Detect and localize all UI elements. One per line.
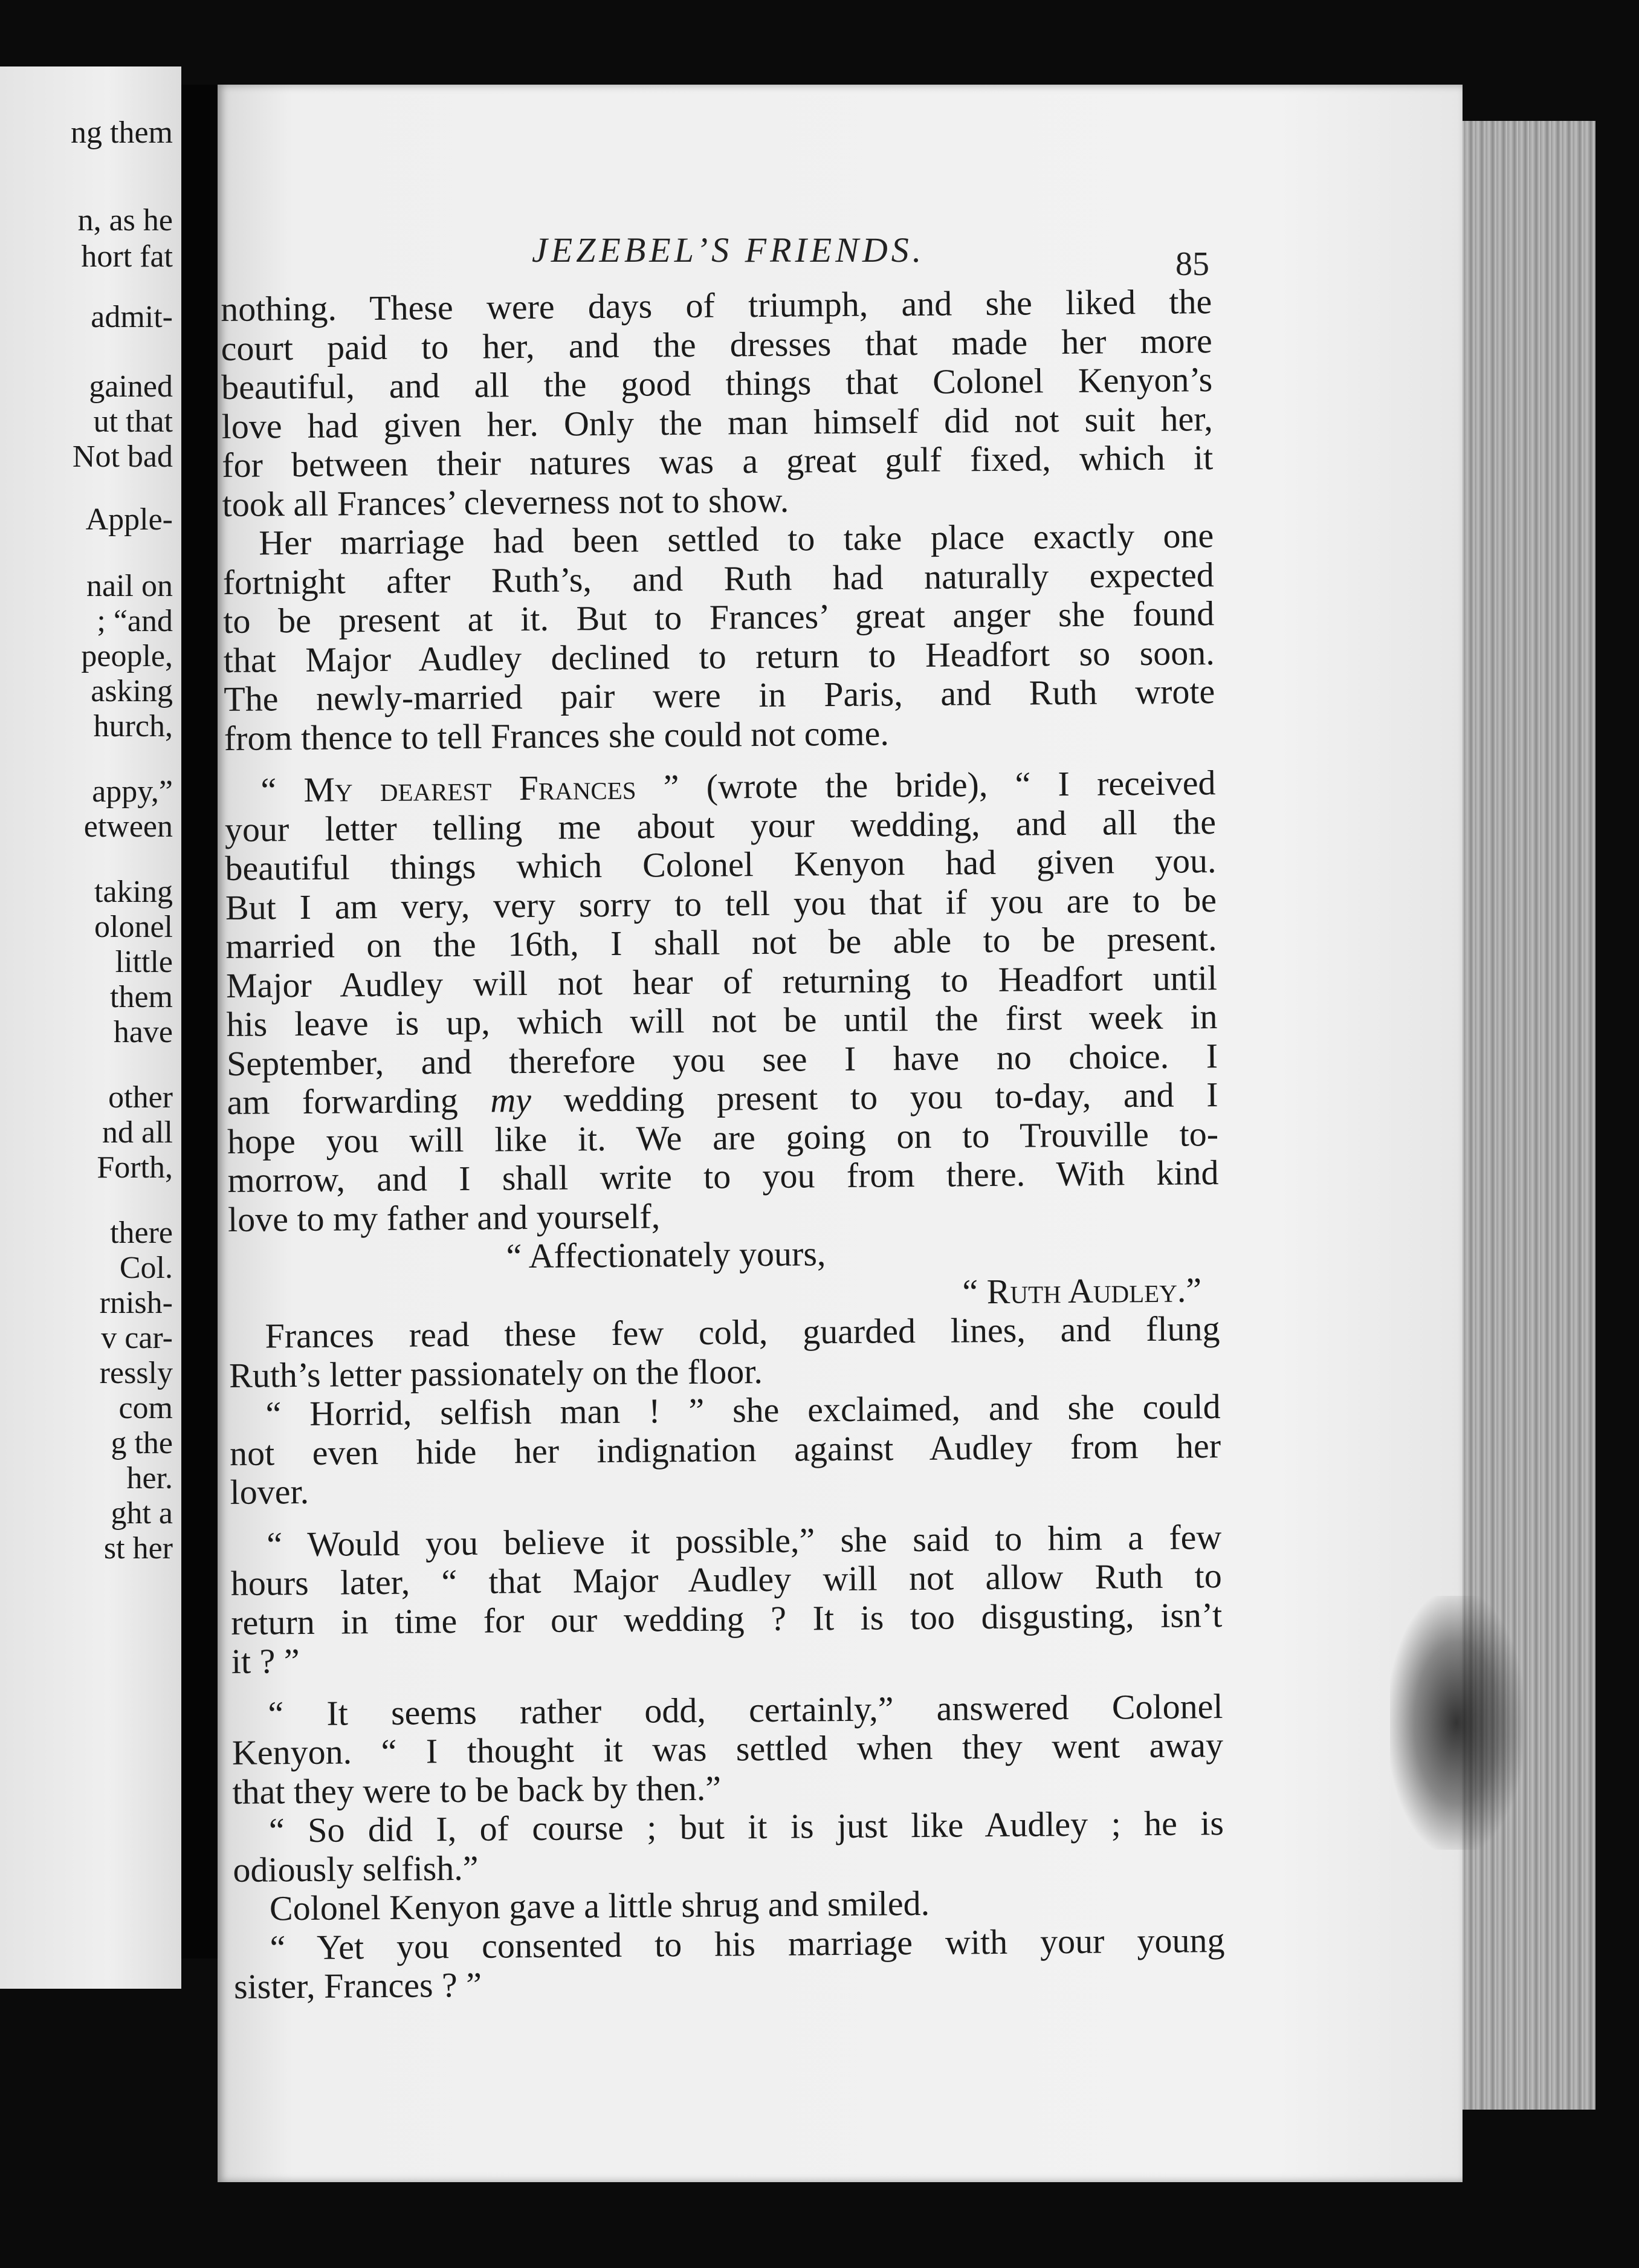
text-span: ” (wrote the bride), “ I received	[636, 763, 1216, 807]
page-number: 85	[1175, 245, 1209, 283]
text-line: court paid to her, and the dresses that made her more	[221, 320, 1212, 368]
text-line: But I am very, very sorry to tell you that if you are to be	[225, 880, 1217, 927]
previous-page-line: hort fat	[81, 239, 173, 274]
text-line: from thence to tell Frances she could not come.	[224, 713, 890, 758]
previous-page-line: taking	[94, 875, 173, 909]
text-line: your letter telling me about your wedding, and all the	[224, 802, 1217, 849]
text-line: beautiful things which Colonel Kenyon had given you.	[225, 841, 1217, 888]
letter	[224, 763, 1220, 1317]
text-line: return in time for our wedding ? It is too disgusting, isn’t	[231, 1595, 1223, 1642]
paragraph-2	[222, 516, 1215, 758]
previous-page-line: n, as he	[77, 203, 173, 238]
paragraph-3	[228, 1309, 1220, 1395]
previous-page-line: Apple-	[85, 502, 173, 537]
previous-page-line: ut that	[93, 404, 173, 439]
paragraph-5	[230, 1518, 1223, 1682]
text-line: Major Audley will not hear of returning to Headfort until	[225, 957, 1218, 1005]
text-line: to be present at it. But to Frances’ great anger she found	[223, 594, 1215, 641]
previous-page-line: Col.	[119, 1251, 173, 1285]
previous-page-line: ght a	[111, 1496, 173, 1531]
previous-page-line: ng them	[71, 115, 173, 150]
text-line: “ So did I, of course ; but it is just like Audley ; he is	[268, 1803, 1224, 1850]
text-line: not even hide her indignation against Audley from her	[229, 1425, 1221, 1473]
letter-closing: “ Affectionately yours,	[506, 1234, 826, 1276]
previous-page-line: people,	[81, 639, 173, 673]
previous-page-line: v car-	[101, 1321, 173, 1355]
previous-page-line: little	[115, 945, 173, 979]
text-line: hours later, “ that Major Audley will not allow Ruth to	[230, 1556, 1223, 1603]
text-line: took all Frances’ cleverness not to show.	[222, 480, 789, 524]
previous-page-line: olonel	[94, 910, 173, 944]
previous-page-line: com	[118, 1391, 173, 1425]
previous-page-line: nd all	[102, 1115, 173, 1150]
previous-page-line: appy,”	[92, 774, 173, 809]
previous-page-line: admit-	[91, 300, 173, 334]
text-line: sister, Frances ? ”	[233, 1965, 482, 2006]
text-line: Colonel Kenyon gave a little shrug and smiled.	[269, 1883, 930, 1928]
text-span: wedding present to you to-day, and I	[531, 1075, 1218, 1120]
text-line: Ruth’s letter passionately on the floor.	[228, 1351, 763, 1395]
previous-page	[0, 66, 181, 1989]
text-line: lover.	[230, 1471, 309, 1512]
running-head: JEZEBEL’S FRIENDS.	[532, 230, 925, 270]
text-line: Her marriage had been settled to take place exactly one	[259, 516, 1214, 563]
previous-page-line: Not bad	[72, 439, 173, 474]
previous-page-line: ; “and	[97, 604, 173, 638]
previous-page-line: st her	[103, 1531, 173, 1566]
paragraph-9	[233, 1921, 1225, 2007]
text-line: married on the 16th, I shall not be able to be present.	[225, 919, 1217, 966]
text-line: for between their natures was a great gulf fixed, which it	[222, 438, 1214, 485]
text-line: The newly-married pair were in Paris, and Ruth wrote	[224, 672, 1215, 719]
text-line: “ Horrid, selfish man ! ” she exclaimed, and she could	[265, 1387, 1221, 1434]
text-line: beautiful, and all the good things that Colonel Kenyon’s	[221, 360, 1213, 407]
previous-page-line: hurch,	[93, 709, 173, 744]
text-line: September, and therefore you see I have no choice. I	[226, 1035, 1218, 1083]
text-line: love had given her. Only the man himself did not suit her,	[221, 398, 1213, 446]
previous-page-line: ressly	[99, 1356, 173, 1390]
text-line: odiously selfish.”	[233, 1848, 479, 1890]
text-line: love to my father and yourself,	[227, 1196, 661, 1239]
previous-page-line: rnish-	[99, 1286, 173, 1320]
text-line: that Major Audley declined to return to Headfort so soon.	[223, 632, 1215, 680]
previous-page-line: nail on	[86, 569, 173, 603]
letter-signature: “ Ruth Audley.”	[962, 1269, 1202, 1311]
edge-shadow	[1390, 1596, 1523, 1850]
text-line: “ It seems rather odd, certainly,” answered Colonel	[268, 1686, 1223, 1733]
previous-page-line: g the	[111, 1426, 173, 1460]
paragraph-1	[221, 282, 1214, 524]
previous-page-line: have	[113, 1015, 173, 1049]
previous-page-line: there	[110, 1216, 173, 1250]
text-line: nothing. These were days of triumph, and she liked the	[220, 282, 1212, 329]
text-line: Kenyon. “ I thought it was settled when they went away	[231, 1725, 1224, 1772]
paragraph-4	[229, 1387, 1221, 1512]
paragraph-7	[233, 1804, 1224, 1890]
previous-page-line: her.	[126, 1461, 173, 1495]
text-line: “ Yet you consented to his marriage with your young	[270, 1920, 1225, 1967]
emphasis: my	[490, 1080, 532, 1120]
text-line: his leave is up, which will not be until the first week in	[226, 997, 1218, 1044]
previous-page-line: Forth,	[97, 1150, 173, 1185]
previous-page-line: asking	[91, 674, 173, 708]
text-line: morrow, and I shall write to you from there. With kind	[227, 1153, 1219, 1200]
text-line: that they were to be back by then.”	[232, 1768, 722, 1812]
previous-page-line: other	[108, 1080, 173, 1115]
previous-page-line: them	[110, 980, 173, 1014]
page-body	[221, 282, 1225, 2006]
paragraph-6	[231, 1687, 1223, 1812]
text-line: “ Would you believe it possible,” she said to him a few	[267, 1517, 1222, 1564]
text-span: am forwarding	[227, 1080, 491, 1122]
text-line: it ? ”	[231, 1641, 300, 1681]
text-line: fortnight after Ruth’s, and Ruth had naturally expected	[222, 554, 1214, 602]
previous-page-line: etween	[83, 809, 173, 844]
salutation: “ My dearest Frances	[260, 767, 636, 810]
previous-page-line: gained	[89, 369, 173, 404]
text-line: hope you will like it. We are going on to Trouville to-	[227, 1113, 1219, 1161]
text-line: Frances read these few cold, guarded lines, and flung	[265, 1309, 1220, 1356]
book-gutter	[181, 85, 218, 1959]
